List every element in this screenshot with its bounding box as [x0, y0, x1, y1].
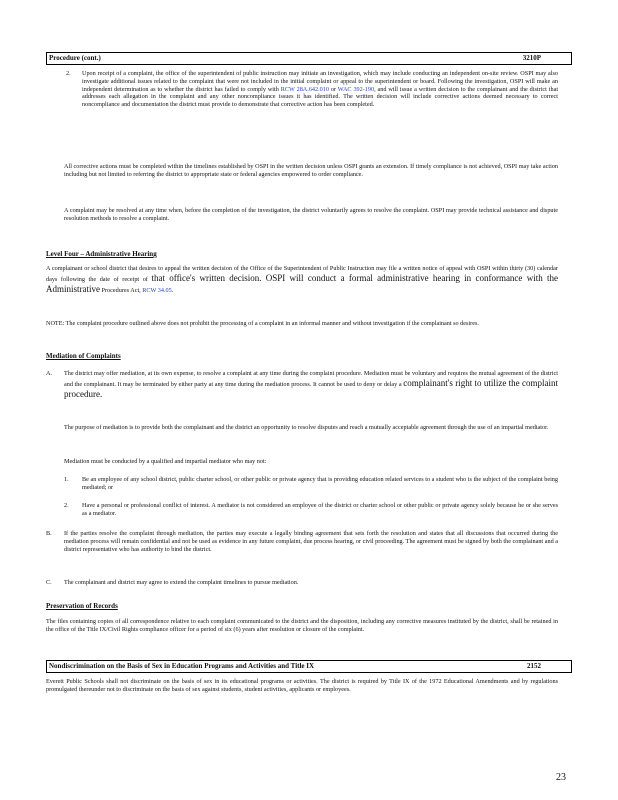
subitem-number: 2.: [64, 502, 69, 509]
item-letter: B.: [46, 530, 52, 537]
policy-code: 2152: [527, 662, 541, 670]
section-header-procedure: [46, 52, 572, 65]
item-letter: A.: [46, 370, 53, 377]
paragraph-mediation-agreement: If the parties resolve the complaint through mediation, the parties may execute a legally binding agreement that sets forth the resolution and states that all discussions that occurred during the mediation process will remain confidential and not be used as evidence in any future complaint, due process hearing, or civil proceeding. The agreement must be signed by both the complainant and a district representative who has authority to bind the district.: [64, 530, 558, 553]
item-letter: C.: [46, 579, 52, 586]
heading-preservation: Preservation of Records: [46, 602, 118, 610]
paragraph-corrective-actions: All corrective actions must be completed within the timelines established by OSPI in the written decision unless OSPI grants an extension. If timely compliance is not achieved, OSPI may take action including but not limited to referring the district to appropriate state or federal agencies empowered to order compliance.: [64, 163, 558, 178]
policy-code: 3210P: [522, 54, 541, 62]
section-header-label: Nondiscrimination on the Basis of Sex in Education Programs and Activities and Title IX: [49, 662, 315, 670]
paragraph-ospi-investigation: Upon receipt of a complaint, the office of the superintendent of public instruction may initiate an investigation, which may include conducting an independent on-site review. OSPI may also investigate additional issues related to the complaint that were not included in the initial complaint or appeal to the superintendent or board. Following the investigation, OSPI will make an independent determination as to whether the district has failed to comply with RCW 28A.642.010 or WAC 392-190, and will issue a written decision to the complainant and the district that addresses each allegation in the complaint and any other noncompliance issues it has identified. The written decision will include corrective actions deemed necessary to correct noncompliance and documentation the district must provide to demonstrate that corrective action has been completed.: [82, 70, 559, 109]
paragraph-nondiscrimination: Everett Public Schools shall not discriminate on the basis of sex in its educational programs or activities. The district is required by Title IX of the 1972 Educational Amendments and by regulations promulgated thereunder not to discriminate on the basis of sex against students, student activities, applicants or employees.: [46, 678, 558, 693]
paragraph-mediation-timelines: The complainant and district may agree to extend the complaint timelines to pursue mediation.: [64, 579, 299, 586]
paragraph-mediator-conflict: Have a personal or professional conflict of interest. A mediator is not considered an employee of the district or charter school or other public or private agency solely because he or she serves as a mediator.: [82, 502, 558, 517]
paragraph-note: NOTE: The complaint procedure outlined above does not prohibit the processing of a complaint in an informal manner and without investigation if the complainant so desires.: [46, 320, 479, 327]
wac-link[interactable]: WAC 392-190: [337, 85, 375, 93]
section-header-label: Procedure (cont.): [49, 54, 101, 62]
rcw-3405-link[interactable]: RCW 34.05: [142, 286, 172, 294]
paragraph-mediation-offer: The district may offer mediation, at its own expense, to resolve a complaint at any time during the complaint procedure. Mediation must be voluntary and requires the mutual agreement of the district and the complainant. It may be terminated by either party at any time during the mediation process. It cannot be used to deny or delay a complainant's right to utilize the complaint procedure.: [64, 370, 558, 399]
subitem-number: 1.: [64, 476, 69, 483]
section-header-nondiscrimination: [46, 660, 572, 673]
heading-level-four: Level Four – Administrative Hearing: [46, 250, 157, 258]
heading-mediation: Mediation of Complaints: [46, 352, 121, 360]
paragraph-level-four: A complainant or school district that desires to appeal the written decision of the Office of the Superintendent of Public Instruction may file a written notice of appeal with OSPI within thirty (30) calendar days following the date of receipt of that office's written decision. OSPI will conduct a formal administrative hearing in conformance with the Administrative Procedures Act, RCW 34.05.: [46, 265, 558, 294]
page-number: 23: [556, 772, 566, 783]
item-number: 2.: [66, 70, 71, 77]
paragraph-mediation-purpose: The purpose of mediation is to provide both the complainant and the district an opportunity to resolve disputes and reach a mutually acceptable agreement through the use of an impartial mediator.: [64, 424, 549, 431]
rcw-link[interactable]: RCW 28A.642.010: [280, 85, 329, 93]
paragraph-preservation: The files containing copies of all correspondence relative to each complaint communicated to the district and the disposition, including any corrective measures instituted by the district, shall be retained in the office of the Title IX/Civil Rights compliance officer for a period of six (6) years after resolution or closure of the complaint.: [46, 618, 558, 633]
paragraph-mediator-employee: Be an employee of any school district, public charter school, or other public or private agency that is providing education related services to a student who is the subject of the complaint being mediated; or: [82, 476, 558, 491]
paragraph-complaint-resolved: A complaint may be resolved at any time when, before the completion of the investigation, the district voluntarily agrees to resolve the complaint. OSPI may provide technical assistance and dispute resolution methods to resolve a complaint.: [64, 207, 558, 222]
paragraph-mediation-conducted: Mediation must be conducted by a qualified and impartial mediator who may not:: [64, 458, 267, 465]
